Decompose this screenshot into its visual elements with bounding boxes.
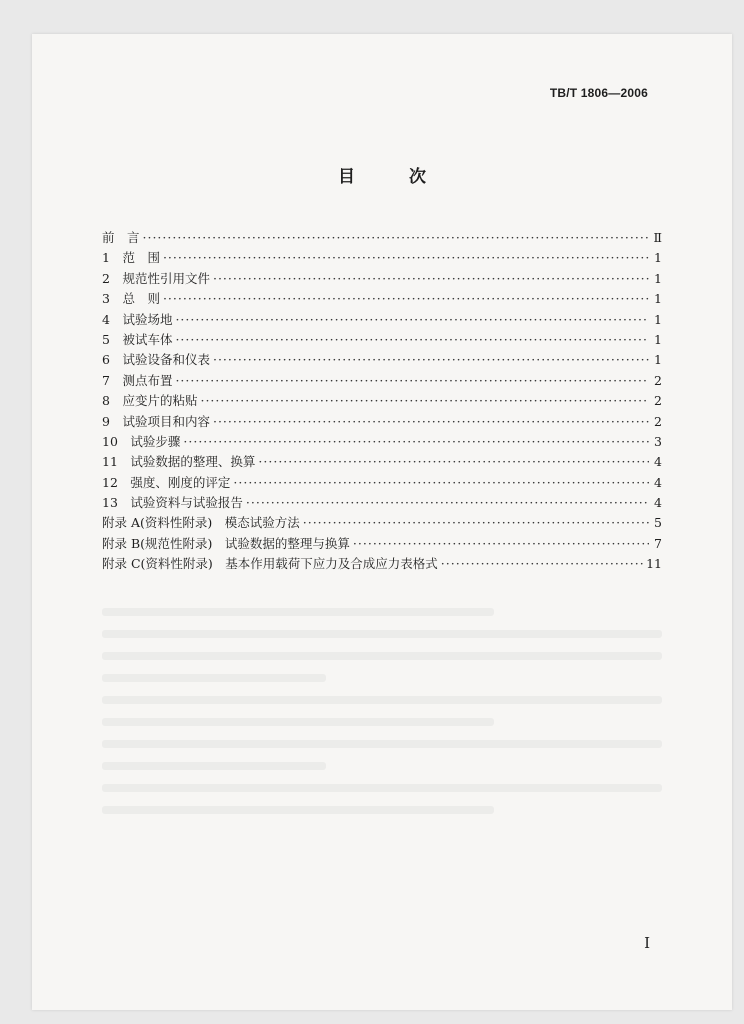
toc-entry[interactable] xyxy=(102,330,662,350)
toc-entry-label: 附录 C(资料性附录) 基本作用载荷下应力及合成应力表格式 xyxy=(102,556,438,572)
toc-entry-page: Ⅱ xyxy=(653,230,662,245)
document-page xyxy=(32,34,732,1010)
toc-entry[interactable] xyxy=(102,228,662,248)
toc-entry-label: 8 应变片的粘贴 xyxy=(102,393,198,409)
toc-entry-label: 1 范 围 xyxy=(102,250,160,266)
toc-title: 目 次 xyxy=(338,167,450,187)
toc-entry[interactable] xyxy=(102,432,662,452)
toc-entry-label: 6 试验设备和仪表 xyxy=(102,352,210,368)
toc-entry[interactable] xyxy=(102,534,662,554)
toc-entry-page: 7 xyxy=(654,535,662,551)
toc-entry-label: 9 试验项目和内容 xyxy=(102,413,210,429)
toc-entry[interactable] xyxy=(102,473,662,493)
toc-leader-dots xyxy=(353,534,649,554)
toc-leader-dots xyxy=(213,350,649,370)
toc-entry-label: 10 试验步骤 xyxy=(102,433,181,449)
toc-entry-label: 前 言 xyxy=(102,230,140,245)
toc-entry-page: 11 xyxy=(646,556,662,572)
toc-entry[interactable] xyxy=(102,269,662,289)
toc-leader-dots xyxy=(258,452,649,472)
toc-entry-page: 1 xyxy=(654,331,662,347)
toc-entry-label: 13 试验资料与试验报告 xyxy=(102,495,243,511)
toc-entry-page: 1 xyxy=(654,270,662,286)
toc-entry-page: 1 xyxy=(654,291,662,307)
toc-entry-label: 附录 B(规范性附录) 试验数据的整理与换算 xyxy=(102,535,350,551)
toc-entry[interactable] xyxy=(102,350,662,370)
toc-entry[interactable] xyxy=(102,452,662,472)
toc-entry-label: 2 规范性引用文件 xyxy=(102,270,210,286)
toc-entry[interactable] xyxy=(102,371,662,391)
toc-entry[interactable] xyxy=(102,310,662,330)
toc-leader-dots xyxy=(303,513,649,533)
toc-entry[interactable] xyxy=(102,412,662,432)
toc-leader-dots xyxy=(183,432,649,452)
toc-leader-dots xyxy=(143,228,649,248)
toc-leader-dots xyxy=(246,493,649,513)
toc-entry-label: 3 总 则 xyxy=(102,291,160,307)
toc-leader-dots xyxy=(175,371,649,391)
toc-entry[interactable] xyxy=(102,513,662,533)
toc-leader-dots xyxy=(441,554,643,574)
toc-entry[interactable] xyxy=(102,493,662,513)
toc-entry[interactable] xyxy=(102,289,662,309)
toc-leader-dots xyxy=(233,473,649,493)
toc-entry-page: 4 xyxy=(654,454,662,470)
table-of-contents xyxy=(102,228,662,575)
toc-entry[interactable] xyxy=(102,554,662,574)
toc-entry-label: 4 试验场地 xyxy=(102,311,173,327)
bleed-through-background xyxy=(102,594,662,934)
toc-entry-label: 7 测点布置 xyxy=(102,372,173,388)
toc-leader-dots xyxy=(175,310,649,330)
toc-entry-label: 5 被试车体 xyxy=(102,331,173,347)
toc-entry-page: 2 xyxy=(654,413,662,429)
toc-entry-page: 1 xyxy=(654,311,662,327)
toc-entry-label: 11 试验数据的整理、换算 xyxy=(102,454,256,470)
toc-entry-page: 3 xyxy=(654,433,662,449)
toc-entry-page: 4 xyxy=(654,495,662,511)
document-code: TB/T 1806—2006 xyxy=(549,86,648,100)
toc-entry-page: 2 xyxy=(654,393,662,409)
toc-entry-page: 1 xyxy=(654,250,662,266)
toc-entry-page: 4 xyxy=(654,474,662,490)
toc-leader-dots xyxy=(213,412,649,432)
page-number: I xyxy=(644,934,650,952)
toc-entry-label: 12 强度、刚度的评定 xyxy=(102,474,231,490)
toc-leader-dots xyxy=(175,330,649,350)
toc-entry-label: 附录 A(资料性附录) 模态试验方法 xyxy=(102,515,300,531)
toc-entry-page: 1 xyxy=(654,352,662,368)
toc-leader-dots xyxy=(213,269,649,289)
toc-entry[interactable] xyxy=(102,248,662,268)
toc-leader-dots xyxy=(163,248,649,268)
toc-entry-page: 5 xyxy=(654,515,662,531)
toc-entry-page: 2 xyxy=(654,372,662,388)
toc-entry[interactable] xyxy=(102,391,662,411)
toc-leader-dots xyxy=(200,391,649,411)
toc-leader-dots xyxy=(163,289,649,309)
